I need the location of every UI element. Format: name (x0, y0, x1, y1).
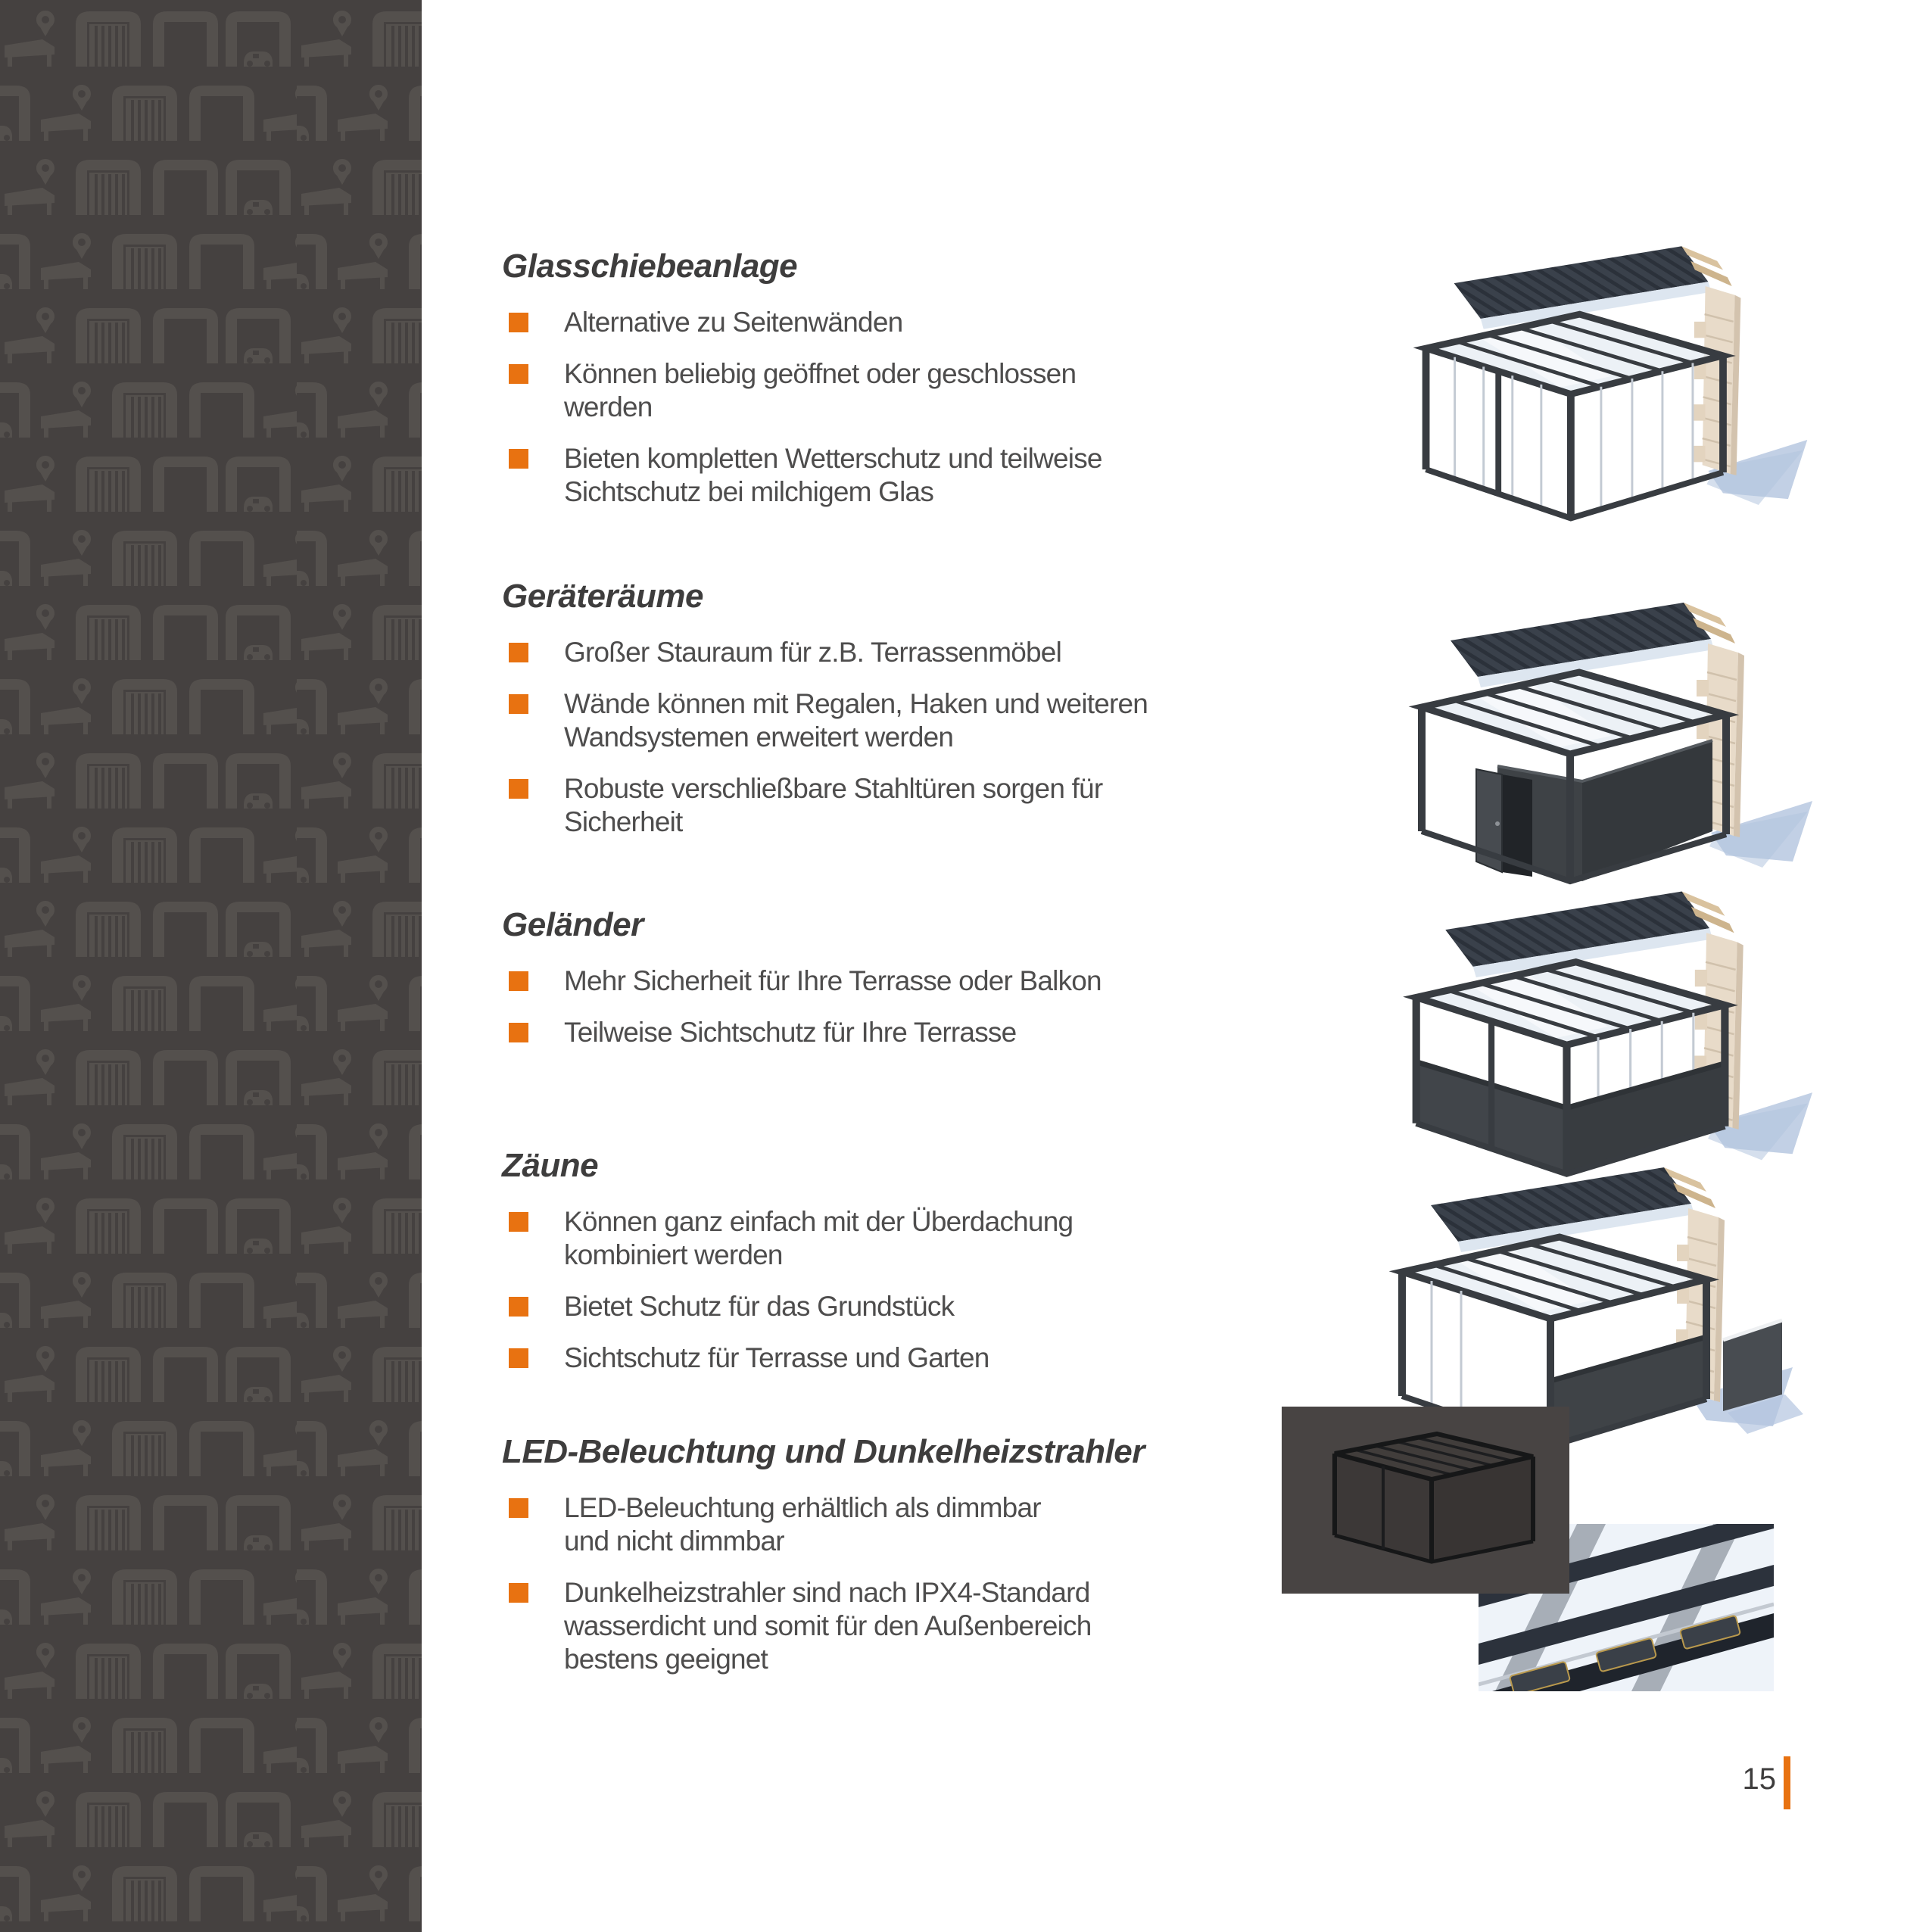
dark-pergola-icon (1335, 1434, 1533, 1562)
bullet-square-icon (509, 971, 528, 991)
pergola-night-photo (1282, 1407, 1569, 1594)
pergola-frame-icon (1422, 672, 1726, 754)
bullet-line: Sichtschutz bei milchigem Glas (564, 476, 934, 507)
section-heading: Zäune (502, 1147, 599, 1184)
bullet-square-icon (509, 1297, 528, 1317)
section-heading: Glasschiebeanlage (502, 248, 798, 285)
bullet-item (502, 306, 1304, 339)
section-heading: Geräteräume (502, 578, 703, 615)
bullet-item (502, 442, 1304, 509)
bullet-line: Robuste verschließbare Stahltüren sorgen für (564, 773, 1103, 804)
bullet-line: Können ganz einfach mit der Überdachung (564, 1206, 1074, 1237)
bullet-square-icon (509, 1212, 528, 1232)
bullet-square-icon (509, 694, 528, 714)
bullet-item (502, 1016, 1304, 1049)
bullet-line: Sicherheit (564, 806, 683, 837)
section-zaeune (502, 1146, 1304, 1393)
page-number: 15 (1742, 1762, 1776, 1796)
bullet-item (502, 636, 1304, 669)
page-number-accent-bar (1784, 1756, 1790, 1809)
bullet-line: und nicht dimmbar (564, 1525, 784, 1557)
bullet-line: kombiniert werden (564, 1239, 783, 1270)
sidebar-pattern (0, 0, 422, 1932)
bullet-square-icon (509, 364, 528, 384)
bullet-line: Großer Stauraum für z.B. Terrassenmöbel (564, 637, 1061, 668)
bullet-item (502, 357, 1304, 424)
bullet-line: Dunkelheizstrahler sind nach IPX4-Standard (564, 1577, 1090, 1608)
bullet-line: wasserdicht und somit für den Außenbereich (564, 1610, 1092, 1641)
bullet-square-icon (509, 1348, 528, 1368)
bullet-square-icon (509, 643, 528, 662)
bullet-square-icon (509, 1583, 528, 1603)
section-heading: Geländer (502, 906, 643, 943)
bullet-square-icon (509, 313, 528, 332)
bullet-square-icon (509, 449, 528, 469)
bullet-item (502, 1290, 1304, 1323)
bullet-item (502, 687, 1304, 754)
bullet-item (502, 772, 1304, 839)
bullet-square-icon (509, 779, 528, 799)
section-glasschiebeanlage (502, 247, 1304, 527)
section-heading: LED-Beleuchtung und Dunkelheizstrahler (502, 1433, 1145, 1470)
bullet-line: Mehr Sicherheit für Ihre Terrasse oder Balkon (564, 965, 1102, 996)
glass-sliding-system-render (1384, 224, 1812, 534)
bullet-line: Wandsystemen erweitert werden (564, 721, 954, 753)
bullet-item (502, 1205, 1304, 1272)
bullet-line: Bieten kompletten Wetterschutz und teilweise (564, 443, 1102, 474)
bullet-line: Können beliebig geöffnet oder geschlossen (564, 358, 1077, 389)
section-led-beleuchtung (502, 1432, 1304, 1694)
section-geraeteraeume (502, 577, 1304, 857)
bullet-line: werden (564, 391, 653, 422)
sidebar-pattern-band (0, 0, 422, 1932)
bullet-item (502, 1576, 1304, 1676)
bullet-item (502, 1491, 1304, 1558)
railing-render (1378, 863, 1812, 1196)
bullet-line: Teilweise Sichtschutz für Ihre Terrasse (564, 1017, 1017, 1048)
equipment-room-render (1384, 580, 1812, 898)
bullet-line: LED-Beleuchtung erhältlich als dimmbar (564, 1492, 1041, 1523)
bullet-line: Sichtschutz für Terrasse und Garten (564, 1342, 989, 1373)
pergola-frame-icon (1426, 314, 1723, 518)
masonry-wall-icon (1694, 286, 1740, 475)
bullet-line: bestens geeignet (564, 1644, 768, 1675)
bullet-line: Bietet Schutz für das Grundstück (564, 1291, 955, 1322)
bullet-line: Wände können mit Regalen, Haken und weiteren (564, 688, 1148, 719)
bullet-line: Alternative zu Seitenwänden (564, 307, 903, 338)
bullet-item (502, 964, 1304, 998)
bullet-item (502, 1341, 1304, 1375)
bullet-square-icon (509, 1023, 528, 1042)
section-gelaender (502, 905, 1304, 1067)
bullet-square-icon (509, 1498, 528, 1518)
